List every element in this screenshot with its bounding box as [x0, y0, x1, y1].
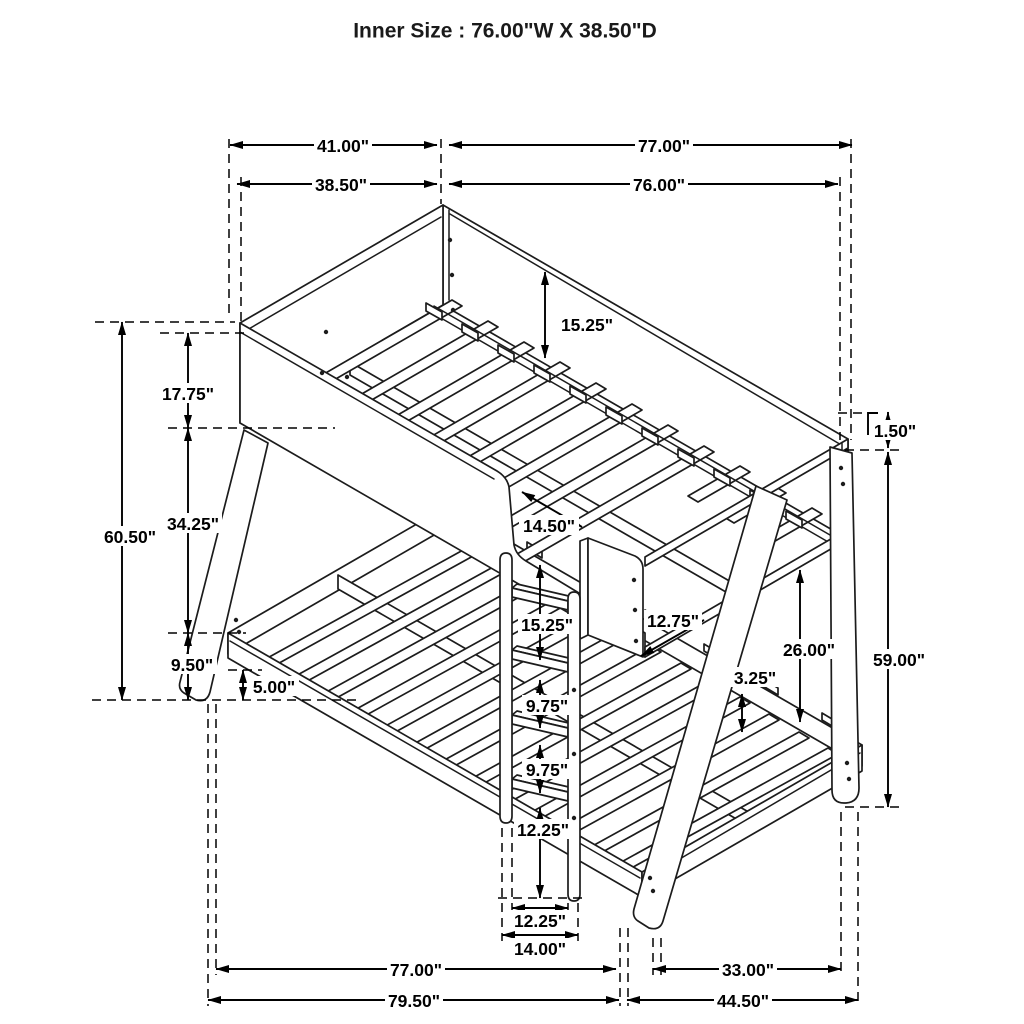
- svg-text:33.00": 33.00": [721, 960, 775, 980]
- svg-text:12.25": 12.25": [513, 911, 567, 931]
- dim-label-lower-depth-inner: [719, 959, 777, 980]
- svg-text:12.75": 12.75": [646, 611, 700, 631]
- right-end-leg-panel: [830, 447, 859, 803]
- svg-text:15.25": 15.25": [520, 615, 574, 635]
- dim-label-rung-spacing-1: [522, 695, 572, 716]
- svg-text:77.00": 77.00": [389, 960, 443, 980]
- svg-text:34.25": 34.25": [166, 514, 220, 534]
- dim-label-lower-length-inner: [387, 959, 445, 980]
- svg-text:17.75": 17.75": [161, 384, 215, 404]
- dim-label-inner-width-top: [312, 174, 370, 195]
- dim-label-rung-to-floor: [514, 819, 572, 840]
- dim-label-ladder-width-inner: [511, 910, 569, 931]
- dim-label-ladder-top-spacing: [518, 614, 576, 635]
- dim-label-slat-thickness: [730, 667, 780, 688]
- dim-label-lower-depth-outer: [714, 990, 772, 1011]
- dim-label-bunk-clearance: [780, 639, 838, 660]
- dim-label-lower-length-outer: [385, 990, 443, 1011]
- svg-text:38.50": 38.50": [314, 175, 368, 195]
- ladder-right-stile: [568, 592, 580, 901]
- svg-text:9.75": 9.75": [525, 696, 569, 716]
- svg-text:5.00": 5.00": [252, 677, 296, 697]
- dim-label-inner-length-top: [630, 174, 688, 195]
- svg-text:14.00": 14.00": [513, 939, 567, 959]
- dim-label-upper-panel-height: [159, 383, 217, 404]
- svg-text:12.25": 12.25": [516, 820, 570, 840]
- guard-panel: [580, 538, 643, 657]
- dim-label-guard-rail-height: [557, 314, 617, 335]
- dim-label-lower-rail-height: [167, 654, 217, 675]
- svg-text:1.50": 1.50": [873, 421, 917, 441]
- svg-text:3.25": 3.25": [733, 668, 777, 688]
- svg-text:15.25": 15.25": [560, 315, 614, 335]
- dim-label-guard-panel-depth: [644, 610, 702, 631]
- svg-text:79.50": 79.50": [387, 991, 441, 1011]
- diagram-title: Inner Size : 76.00"W X 38.50"D: [353, 19, 657, 43]
- dim-label-right-height: [870, 649, 928, 670]
- svg-text:60.50": 60.50": [103, 527, 157, 547]
- svg-text:26.00": 26.00": [782, 640, 836, 660]
- svg-text:14.50": 14.50": [522, 516, 576, 536]
- svg-text:44.50": 44.50": [716, 991, 770, 1011]
- svg-text:77.00": 77.00": [637, 136, 691, 156]
- dim-label-rail-gap: [872, 420, 918, 441]
- svg-text:9.75": 9.75": [525, 760, 569, 780]
- dim-label-ladder-width-outer: [511, 938, 569, 959]
- dim-label-ladder-to-headboard: [519, 515, 579, 536]
- svg-text:41.00": 41.00": [316, 136, 370, 156]
- dim-label-rung-spacing-2: [522, 759, 572, 780]
- dim-label-overall-length-top: [635, 135, 693, 156]
- dim-label-overall-width-top: [314, 135, 372, 156]
- dim-label-total-height-left: [101, 526, 159, 547]
- dim-label-upper-to-lower-gap: [164, 513, 222, 534]
- ladder-left-stile: [500, 553, 512, 823]
- dim-label-leg-floor-clearance: [249, 676, 299, 697]
- svg-text:59.00": 59.00": [872, 650, 926, 670]
- svg-text:76.00": 76.00": [632, 175, 686, 195]
- svg-text:9.50": 9.50": [170, 655, 214, 675]
